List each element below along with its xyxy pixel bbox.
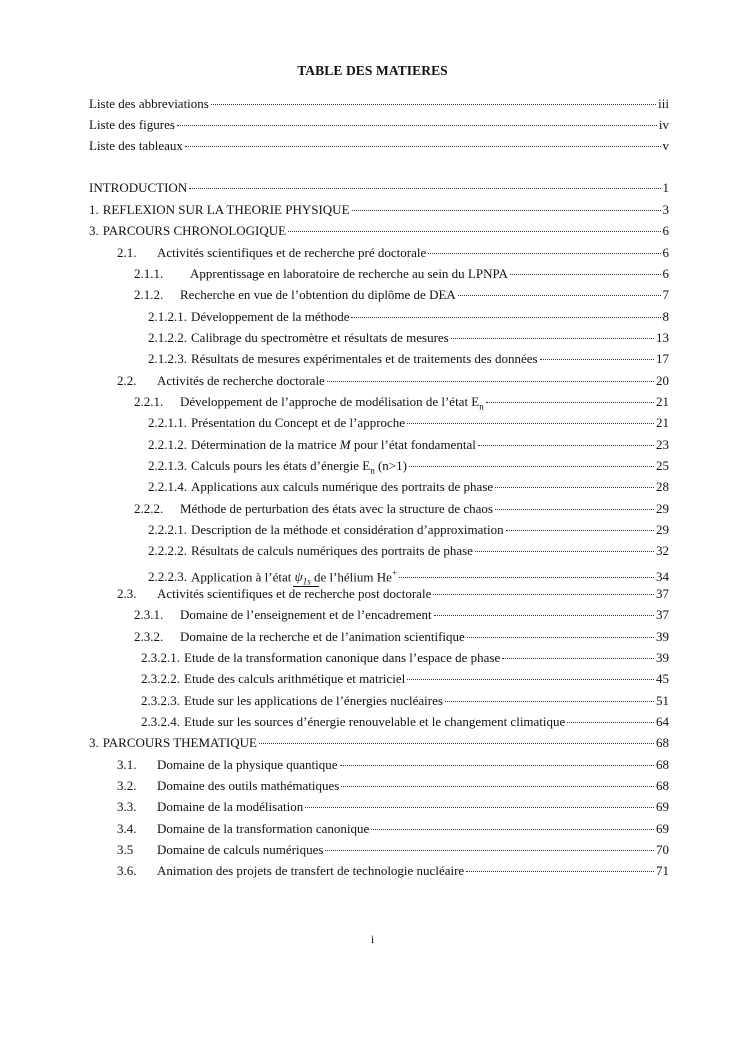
toc-entry-number: 2.3.1.	[134, 607, 164, 622]
toc-entry-label	[117, 840, 323, 860]
toc-entry-text: Description de la méthode et considération d’approximation	[191, 522, 504, 537]
toc-entry-text: Etude sur les sources d’énergie renouvelable et le changement climatique	[184, 714, 566, 729]
toc-entry-text: PARCOURS CHRONOLOGIQUE	[102, 223, 287, 238]
toc-entry[interactable]	[89, 755, 669, 775]
toc-entry-number: 2.3.	[117, 586, 137, 601]
dot-leader	[327, 380, 654, 382]
dot-leader	[399, 576, 654, 578]
toc-entry-page: 68	[656, 735, 669, 750]
toc-entry-number: 2.3.2.2.	[141, 671, 180, 686]
toc-entry-label	[141, 648, 500, 668]
toc-entry-label	[148, 349, 538, 369]
dot-leader	[177, 124, 657, 126]
toc-entry-page: 69	[656, 821, 669, 836]
toc-entry-number: 2.3.2.	[134, 629, 164, 644]
toc-entry-number: 2.2.2.1.	[148, 522, 187, 537]
toc-entry-number: 3.4.	[117, 821, 137, 836]
toc-entry-text: INTRODUCTION	[89, 180, 188, 195]
toc-entry-label	[148, 307, 349, 327]
toc-entry[interactable]	[89, 840, 669, 860]
toc-entry-page: 6	[662, 223, 669, 238]
toc-entry-text: Apprentissage en laboratoire de recherche au sein du LPNPA	[190, 266, 508, 281]
toc-entry-page: iv	[658, 117, 669, 132]
toc-entry-label	[148, 413, 405, 433]
toc-entry[interactable]	[89, 264, 669, 284]
toc-entry-text: Domaine de l’enseignement et de l’encadrement	[180, 607, 432, 622]
toc-entry-page: 51	[656, 693, 669, 708]
toc-entry-text: Etude sur les applications de l’énergies nucléaires	[184, 693, 443, 708]
toc-entry-number: 2.2.1.3.	[148, 458, 187, 473]
toc-entry-label	[134, 499, 493, 519]
toc-entry-label	[117, 776, 339, 796]
dot-leader	[486, 401, 654, 403]
toc-entry-text: REFLEXION SUR LA THEORIE PHYSIQUE	[102, 202, 350, 217]
toc-entry-number: 2.3.2.3.	[141, 693, 180, 708]
toc-entry[interactable]	[89, 477, 669, 497]
toc-entry-text: Applications aux calculs numérique des portraits de phase	[191, 479, 494, 494]
toc-entry-label	[89, 733, 257, 753]
toc-entry[interactable]	[89, 605, 669, 625]
toc-entry-number: 2.1.2.1.	[148, 309, 187, 324]
toc-entry-number: 2.1.1.	[134, 266, 164, 281]
toc-entry[interactable]	[89, 776, 669, 796]
toc-entry[interactable]	[89, 861, 669, 881]
toc-entry-text: Développement de la méthode	[191, 309, 350, 324]
toc-entry[interactable]	[89, 328, 669, 348]
dot-leader	[467, 636, 654, 638]
toc-entry[interactable]	[89, 94, 669, 114]
toc-entry-label	[148, 328, 449, 348]
toc-entry[interactable]	[89, 285, 669, 305]
toc-entry-number: 2.2.2.	[134, 501, 164, 516]
page-number: i	[370, 932, 375, 946]
dot-leader	[495, 486, 654, 488]
toc-entry-page: 29	[656, 501, 669, 516]
toc-entry-text: Domaine de la transformation canonique	[157, 821, 370, 836]
toc-entry-number: 3.	[89, 735, 99, 750]
toc-entry-label	[117, 797, 303, 817]
toc-entry-number: 2.1.2.2.	[148, 330, 187, 345]
dot-leader	[451, 337, 654, 339]
dot-leader	[478, 444, 654, 446]
dot-leader	[305, 806, 654, 808]
toc-entry[interactable]	[89, 819, 669, 839]
toc-entry[interactable]	[89, 648, 669, 668]
dot-leader	[506, 529, 654, 531]
toc-entry-page: 20	[656, 373, 669, 388]
toc-entry-text: Domaine de la modélisation	[157, 799, 304, 814]
toc-entry-number: 3.1.	[117, 757, 137, 772]
dot-leader	[259, 742, 654, 744]
toc-entry-number: 1.	[89, 202, 99, 217]
toc-entry[interactable]	[89, 733, 669, 753]
toc-entry-text: Résultats de calculs numériques des portraits de phase	[191, 543, 473, 558]
toc-entry-text: Calculs pours les états d’énergie E	[191, 458, 371, 473]
toc-entry[interactable]	[89, 413, 669, 433]
toc-entry-text: Domaine de la recherche et de l’animation scientifique	[180, 629, 465, 644]
toc-entry-page: 7	[662, 287, 669, 302]
toc-entry-number: 2.3.2.4.	[141, 714, 180, 729]
toc-entry-label	[117, 755, 338, 775]
toc-entry-number: 2.3.2.1.	[141, 650, 180, 665]
toc-entry-label	[117, 371, 325, 391]
toc-entry-number: 2.2.	[117, 373, 137, 388]
dot-leader	[341, 785, 654, 787]
toc-entry-page: 8	[662, 309, 669, 324]
toc-entry-page: 6	[662, 266, 669, 281]
toc-entry-label	[141, 669, 405, 689]
toc-entry-page: 1	[662, 180, 669, 195]
dot-leader	[340, 764, 654, 766]
dot-leader	[445, 700, 654, 702]
dot-leader	[495, 508, 654, 510]
toc-entry-number: 2.1.	[117, 245, 137, 260]
toc-entry-label	[148, 435, 476, 455]
toc-entry-page: 32	[656, 543, 669, 558]
dot-leader	[428, 252, 660, 254]
toc-entry-text: Activités scientifiques et de recherche pré doctorale	[157, 245, 427, 260]
toc-entry[interactable]	[89, 221, 669, 241]
dot-leader	[458, 294, 661, 296]
toc-entry-text: Domaine de la physique quantique	[157, 757, 338, 772]
dot-leader	[325, 849, 654, 851]
dot-leader	[475, 550, 654, 552]
toc-entry-label	[134, 605, 432, 625]
toc-entry-text: Développement de l’approche de modélisation de l’état E	[180, 394, 480, 409]
toc-entry-page: 6	[662, 245, 669, 260]
toc-entry-text: Recherche en vue de l’obtention du diplôme de DEA	[180, 287, 456, 302]
toc-entry[interactable]	[89, 456, 669, 476]
dot-leader	[407, 678, 654, 680]
toc-entry-page: 21	[656, 394, 669, 409]
dot-leader	[409, 465, 654, 467]
toc-entry[interactable]	[89, 371, 669, 391]
toc-entry-label	[134, 627, 465, 647]
toc-entry[interactable]	[89, 499, 669, 519]
dot-leader	[371, 828, 654, 830]
dot-leader	[510, 273, 661, 275]
toc-entry-number: 3.	[89, 223, 99, 238]
toc-entry[interactable]	[89, 541, 669, 561]
toc-entry-label	[148, 541, 473, 561]
toc-entry-number: 3.5	[117, 842, 134, 857]
toc-entry-page: v	[662, 138, 669, 153]
toc-entry-label	[117, 584, 431, 604]
toc-entry-label	[148, 477, 493, 497]
toc-entry-page: 39	[656, 650, 669, 665]
toc-entry-text: Méthode de perturbation des états avec la structure de chaos	[180, 501, 493, 516]
dot-leader	[407, 422, 654, 424]
toc-entry-text: Etude de la transformation canonique dans l’espace de phase	[184, 650, 501, 665]
toc-entry-number: 2.2.2.2.	[148, 543, 187, 558]
toc-entry-label	[141, 691, 443, 711]
toc-entry-label	[141, 712, 565, 732]
toc-entry[interactable]	[89, 178, 669, 198]
toc-entry-text: Domaine des outils mathématiques	[157, 778, 340, 793]
dot-leader	[352, 209, 661, 211]
toc-entry[interactable]	[89, 349, 669, 369]
toc-entry-label	[89, 94, 209, 114]
toc-entry-page: 37	[656, 586, 669, 601]
toc-entry-label	[89, 200, 350, 220]
toc-entry-label	[134, 264, 508, 284]
toc-entry-page: 34	[656, 569, 669, 585]
subscript: n	[370, 465, 375, 476]
toc-entry-page: iii	[658, 96, 669, 111]
toc-entry[interactable]	[89, 307, 669, 327]
toc-entry-text: Résultats de mesures expérimentales et de traitements des données	[191, 351, 538, 366]
toc-entry[interactable]	[89, 669, 669, 689]
dot-leader	[433, 593, 654, 595]
toc-entry-text: Liste des figures	[89, 117, 175, 132]
dot-leader	[185, 145, 661, 147]
dot-leader	[434, 614, 654, 616]
toc-entry-page: 64	[656, 714, 669, 729]
toc-entry-page: 39	[656, 629, 669, 644]
toc-entry-number: 2.1.2.3.	[148, 351, 187, 366]
toc-entry-text: Liste des abbreviations	[89, 96, 209, 111]
toc-entry[interactable]	[89, 200, 669, 220]
toc-entry-label	[117, 819, 369, 839]
toc-entry-label	[117, 861, 464, 881]
toc-entry-text: Activités de recherche doctorale	[157, 373, 325, 388]
toc-entry[interactable]	[89, 627, 669, 647]
toc-entry-page: 45	[656, 671, 669, 686]
toc-entry-page: 69	[656, 799, 669, 814]
toc-entry-number: 2.2.2.3.	[148, 569, 187, 585]
toc-entry-text: Etude des calculs arithmétique et matriciel	[184, 671, 406, 686]
toc-entry[interactable]	[89, 243, 669, 263]
toc-entry[interactable]	[89, 712, 669, 732]
dot-leader	[540, 358, 654, 360]
toc-entry-label	[89, 136, 183, 156]
toc-entry[interactable]	[89, 584, 669, 604]
toc-entry-number: 3.2.	[117, 778, 137, 793]
toc-entry-page: 68	[656, 757, 669, 772]
toc-entry-page: 70	[656, 842, 669, 857]
toc-entry-label	[134, 285, 456, 305]
toc-entry-label	[117, 243, 426, 263]
toc-entry-page: 28	[656, 479, 669, 494]
toc-entry[interactable]	[89, 520, 669, 540]
dot-leader	[351, 316, 660, 318]
toc-entry-number: 3.6.	[117, 863, 137, 878]
toc-entry-page: 25	[656, 458, 669, 473]
toc-entry-number: 2.2.1.2.	[148, 437, 187, 452]
toc-entry-page: 21	[656, 415, 669, 430]
dot-leader	[567, 721, 654, 723]
toc-entry-page: 71	[656, 863, 669, 878]
toc-entry-text: Détermination de la matrice M pour l’état fondamental	[191, 437, 476, 452]
page-title: TABLE DES MATIERES	[297, 63, 448, 78]
dot-leader	[211, 103, 656, 105]
toc-entry-page: 13	[656, 330, 669, 345]
toc-entry-page: 37	[656, 607, 669, 622]
toc-entry-text: Animation des projets de transfert de technologie nucléaire	[157, 863, 465, 878]
toc-entry[interactable]	[89, 136, 669, 156]
toc-entry-page: 23	[656, 437, 669, 452]
toc-entry-number: 2.1.2.	[134, 287, 164, 302]
toc-entry-text: Présentation du Concept et de l’approche	[191, 415, 406, 430]
toc-entry-label	[148, 520, 504, 540]
toc-entry[interactable]	[89, 691, 669, 711]
psi-symbol: $\psi_{1s}$	[295, 569, 311, 584]
dot-leader	[189, 187, 660, 189]
toc-entry-text: Calibrage du spectromètre et résultats de mesures	[191, 330, 449, 345]
toc-entry-label	[89, 221, 286, 241]
toc-entry-text: Application à l’état	[191, 569, 292, 585]
toc-entry-number: 2.2.1.1.	[148, 415, 187, 430]
toc-entry-label	[89, 178, 187, 198]
toc-entry-page: 3	[662, 202, 669, 217]
toc-entry-text: PARCOURS THEMATIQUE	[102, 735, 257, 750]
toc-entry-label: 2.2.2.3. Application à l’état $\psi_{1s}$ de l’hélium He+	[148, 568, 398, 587]
toc-entry-label	[89, 115, 175, 135]
superscript: +	[391, 568, 398, 578]
toc-entry-number: 3.3.	[117, 799, 137, 814]
subscript: n	[479, 401, 484, 412]
dot-leader	[502, 657, 654, 659]
toc-entry-number: 2.2.1.4.	[148, 479, 187, 494]
toc-entry-page: 68	[656, 778, 669, 793]
toc-entry[interactable]	[89, 435, 669, 455]
toc-entry-text: Domaine de calculs numériques	[157, 842, 324, 857]
toc-entry-label: 2.2.1.3. Calculs pours les états d’énergie $E_n$ (n>1)	[148, 458, 407, 476]
toc-entry-page: 29	[656, 522, 669, 537]
dot-leader	[288, 230, 660, 232]
toc-entry[interactable]	[89, 392, 669, 412]
toc-entry[interactable]	[89, 797, 669, 817]
toc-entry-text: Activités scientifiques et de recherche post doctorale	[157, 586, 432, 601]
toc-entry-number: 2.2.1.	[134, 394, 164, 409]
toc-entry-text: Liste des tableaux	[89, 138, 183, 153]
toc-entry[interactable]	[89, 563, 669, 587]
toc-entry-page: 17	[656, 351, 669, 366]
dot-leader	[466, 870, 654, 872]
toc-entry[interactable]	[89, 115, 669, 135]
